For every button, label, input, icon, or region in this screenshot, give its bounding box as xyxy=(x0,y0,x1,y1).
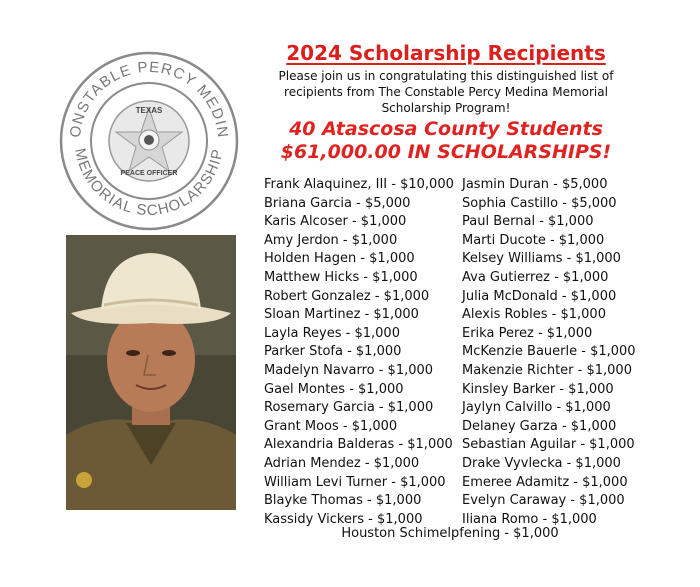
recipient-item: Amy Jerdon - $1,000 xyxy=(264,232,398,248)
recipient-item: Delaney Garza - $1,000 xyxy=(462,418,617,434)
recipient-item: Blayke Thomas - $1,000 xyxy=(264,493,422,509)
recipient-item: Jasmin Duran - $5,000 xyxy=(462,177,608,192)
constable-portrait xyxy=(66,235,236,510)
page-title: 2024 Scholarship Recipients xyxy=(286,41,606,65)
recipient-item: Emeree Adamitz - $1,000 xyxy=(462,474,628,490)
intro-text: Please join us in congratulating this distinguished list of recipients from The Constable Percy Medina Memorial Scholarship Program! xyxy=(278,69,614,115)
recipient-item: Sloan Martinez - $1,000 xyxy=(264,307,419,323)
recipient-item: Karis Alcoser - $1,000 xyxy=(264,214,407,230)
recipient-item: Briana Garcia - $5,000 xyxy=(264,195,411,211)
recipient-item: Kinsley Barker - $1,000 xyxy=(462,381,614,397)
recipient-item: Kassidy Vickers - $1,000 xyxy=(264,511,423,527)
recipient-item: Paul Bernal - $1,000 xyxy=(462,214,594,230)
logo-ring-bottom: MEMORIAL SCHOLARSHIP xyxy=(71,146,227,220)
recipient-item: Julia McDonald - $1,000 xyxy=(462,288,617,304)
recipient-item: Erika Perez - $1,000 xyxy=(462,325,593,341)
recipient-item: Robert Gonzalez - $1,000 xyxy=(264,288,430,304)
recipient-item: Ava Gutierrez - $1,000 xyxy=(462,269,609,285)
recipient-last: Houston Schimelpfening - $1,000 xyxy=(341,526,559,541)
recipient-item: Grant Moos - $1,000 xyxy=(264,418,398,434)
recipient-item: Jaylyn Calvillo - $1,000 xyxy=(462,400,611,416)
recipient-item: Parker Stofa - $1,000 xyxy=(264,344,402,360)
recipient-item: Layla Reyes - $1,000 xyxy=(264,325,400,341)
recipient-item: Makenzie Richter - $1,000 xyxy=(462,362,632,378)
recipient-item: Marti Ducote - $1,000 xyxy=(462,232,605,248)
badge-top-text: TEXAS xyxy=(135,106,163,115)
recipient-item: Gael Montes - $1,000 xyxy=(264,381,404,397)
recipient-item: Alexandria Balderas - $1,000 xyxy=(264,437,453,453)
recipient-item: Evelyn Caraway - $1,000 xyxy=(462,493,625,509)
header xyxy=(258,40,634,164)
scholarship-logo xyxy=(58,50,240,232)
recipient-item: Kelsey Williams - $1,000 xyxy=(462,251,621,267)
recipient-item: Sophia Castillo - $5,000 xyxy=(462,195,617,211)
highlight-line-2: $61,000.00 IN SCHOLARSHIPS! xyxy=(280,141,612,163)
recipient-item: Frank Alaquinez, III - $10,000 xyxy=(264,177,454,192)
recipient-item: Sebastian Aguilar - $1,000 xyxy=(462,437,635,453)
badge-bottom-text: PEACE OFFICER xyxy=(120,170,178,177)
recipient-item: William Levi Turner - $1,000 xyxy=(264,474,446,490)
recipient-item: Madelyn Navarro - $1,000 xyxy=(264,362,434,378)
recipient-item: Rosemary Garcia - $1,000 xyxy=(264,400,434,416)
recipient-item: Adrian Mendez - $1,000 xyxy=(264,455,420,471)
recipient-item: McKenzie Bauerle - $1,000 xyxy=(462,344,636,360)
recipient-item: Drake Vyvlecka - $1,000 xyxy=(462,455,621,471)
highlight-line-1: 40 Atascosa County Students xyxy=(289,118,603,140)
logo-ring-top: ONSTABLE PERCY MEDIN xyxy=(66,58,232,140)
recipient-item: Alexis Robles - $1,000 xyxy=(462,307,606,323)
recipient-item: Holden Hagen - $1,000 xyxy=(264,251,415,267)
recipient-item: Iliana Romo - $1,000 xyxy=(462,511,597,527)
recipient-item: Matthew Hicks - $1,000 xyxy=(264,269,418,285)
recipients-list xyxy=(264,176,662,529)
